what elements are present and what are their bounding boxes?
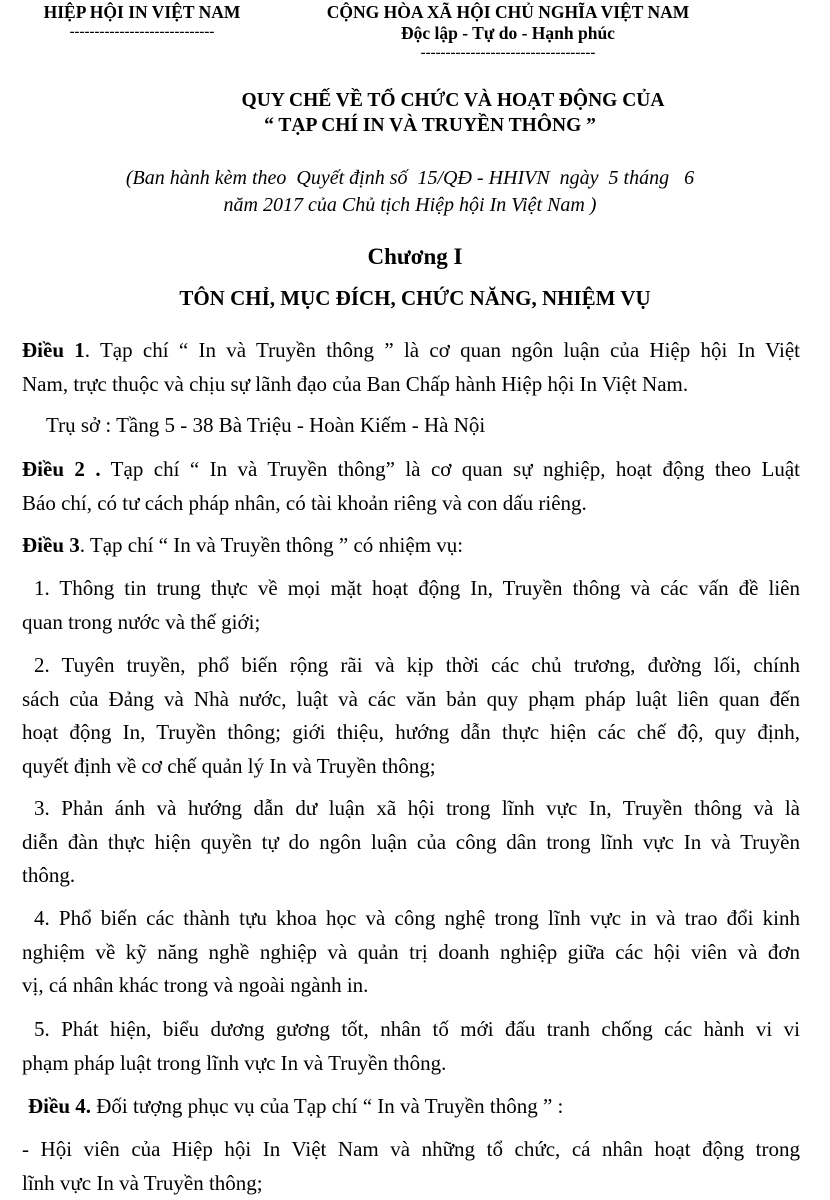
audience-1-text-1: - Hội viên của Hiệp hội In Việt Nam và những tổ chức, cá nhân hoạt động trong bbox=[22, 1137, 800, 1161]
item-3-text-3: thông. bbox=[22, 863, 76, 887]
article-3-label: Điều 3 bbox=[22, 533, 80, 557]
article-1-office bbox=[46, 409, 824, 443]
article-1 bbox=[22, 334, 800, 401]
article-4-text: Đối tượng phục vụ của Tạp chí “ In và Truyền thông ” : bbox=[91, 1094, 564, 1118]
item-1-text-1: 1. Thông tin trung thực về mọi mặt hoạt động In, Truyền thông và các vấn đề liên bbox=[34, 576, 800, 600]
document-subtitle bbox=[60, 165, 760, 219]
article-1-text-2: Nam, trực thuộc và chịu sự lãnh đạo của Ban Chấp hành Hiệp hội In Việt Nam. bbox=[22, 371, 689, 396]
audience-1-text-2: lĩnh vực In và Truyền thông; bbox=[22, 1170, 263, 1195]
item-4-text-2: nghiệm về kỹ năng nghề nghiệp và quản trị doanh nghiệp giữa các hội viên và đơn bbox=[22, 939, 800, 964]
article-1-text-1: . Tạp chí “ In và Truyền thông ” là cơ quan ngôn luận của Hiệp hội In Việt bbox=[84, 338, 800, 362]
item-5-text-2: phạm pháp luật trong lĩnh vực In và Truyền thông. bbox=[22, 1050, 447, 1075]
article-2 bbox=[22, 453, 800, 520]
organization-rule: ----------------------------- bbox=[69, 24, 215, 40]
article-3-text: . Tạp chí “ In và Truyền thông ” có nhiệm vụ: bbox=[79, 533, 464, 557]
item-1-text-2: quan trong nước và thế giới; bbox=[22, 609, 261, 634]
item-5-text-1: 5. Phát hiện, biểu dương gương tốt, nhân tố mới đấu tranh chống các hành vi vi bbox=[34, 1017, 800, 1041]
item-3-text-1: 3. Phản ánh và hướng dẫn dư luận xã hội trong lĩnh vực In, Truyền thông và là bbox=[34, 796, 800, 820]
title-line-1: QUY CHẾ VỀ TỔ CHỨC VÀ HOẠT ĐỘNG CỦA bbox=[241, 90, 665, 111]
chapter-label: Chương I bbox=[367, 244, 463, 269]
title-line-2: “ TẠP CHÍ IN VÀ TRUYỀN THÔNG ” bbox=[264, 115, 596, 136]
item-2-text-1: 2. Tuyên truyền, phổ biến rộng rãi và kịp thời các chủ trương, đường lối, chính bbox=[34, 653, 800, 677]
article-1-label: Điều 1 bbox=[22, 338, 85, 362]
document-title bbox=[0, 88, 830, 138]
article-3-item-3 bbox=[22, 792, 800, 893]
motto-rule: ----------------------------------- bbox=[420, 45, 596, 61]
article-3 bbox=[22, 529, 800, 563]
nation-motto: Độc lập - Tự do - Hạnh phúc bbox=[401, 23, 615, 43]
item-4-text-1: 4. Phổ biến các thành tựu khoa học và công nghệ trong lĩnh vực in và trao đổi kinh bbox=[34, 906, 800, 930]
office-address: Trụ sở : Tầng 5 - 38 Bà Triệu - Hoàn Kiếm - Hà Nội bbox=[46, 413, 486, 437]
article-3-item-4 bbox=[22, 902, 800, 1003]
article-2-text-1: Tạp chí “ In và Truyền thông” là cơ quan sự nghiệp, hoạt động theo Luật bbox=[100, 457, 800, 481]
subtitle-line-1: (Ban hành kèm theo Quyết định số 15/QĐ - HHIVN ngày 5 tháng 6 bbox=[125, 167, 695, 189]
item-2-text-4: quyết định về cơ chế quản lý In và Truyền thông; bbox=[22, 753, 436, 778]
article-4 bbox=[28, 1090, 806, 1124]
item-2-text-2: sách của Đảng và Nhà nước, luật và các văn bản quy phạm pháp luật liên quan đến bbox=[22, 686, 800, 711]
article-4-item-1 bbox=[22, 1133, 800, 1200]
subtitle-line-2: năm 2017 của Chủ tịch Hiệp hội In Việt Nam ) bbox=[223, 194, 597, 216]
item-3-text-2: diễn đàn thực hiện quyền tự do ngôn luận của công dân trong lĩnh vực In và Truyền bbox=[22, 829, 800, 854]
header-nation bbox=[292, 2, 724, 62]
nation-name: CỘNG HÒA XÃ HỘI CHỦ NGHĨA VIỆT NAM bbox=[326, 2, 690, 22]
article-3-item-5 bbox=[22, 1013, 800, 1080]
article-3-item-1 bbox=[22, 572, 800, 639]
article-3-item-2 bbox=[22, 649, 800, 783]
article-2-text-2: Báo chí, có tư cách pháp nhân, có tài khoản riêng và con dấu riêng. bbox=[22, 490, 587, 515]
header-organization bbox=[26, 2, 258, 41]
chapter-heading: TÔN CHỈ, MỤC ĐÍCH, CHỨC NĂNG, NHIỆM VỤ bbox=[179, 286, 651, 310]
organization-name: HIỆP HỘI IN VIỆT NAM bbox=[43, 2, 241, 22]
item-4-text-3: vị, cá nhân khác trong và ngoài ngành in. bbox=[22, 973, 369, 997]
item-2-text-3: hoạt động In, Truyền thông; giới thiệu, hướng dẫn thực hiện các chế độ, quy định, bbox=[22, 720, 800, 744]
article-4-label: Điều 4. bbox=[28, 1094, 91, 1118]
article-2-label: Điều 2 . bbox=[22, 457, 101, 481]
